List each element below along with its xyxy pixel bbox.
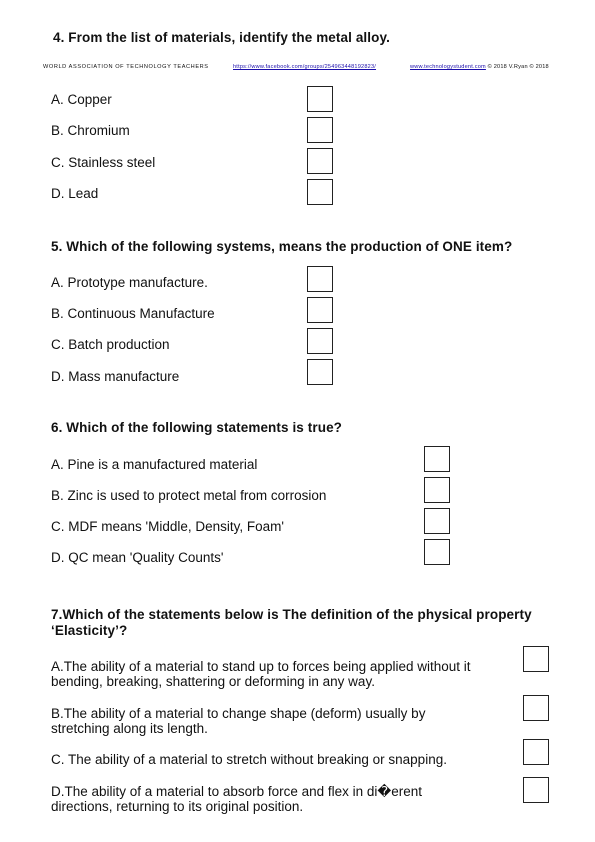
question-5-title: 5. Which of the following systems, means the production of ONE item? [51,239,513,254]
q6-option-c: C. MDF means 'Middle, Density, Foam' [51,519,284,534]
q6-checkbox-d[interactable] [424,539,450,565]
q4-option-c: C. Stainless steel [51,155,156,170]
q7-option-b-line2: stretching along its length. [51,721,208,736]
q7-checkbox-d[interactable] [523,777,549,803]
q7-option-b [51,706,425,736]
copyright-text: © 2018 V.Ryan © 2018 [487,64,549,70]
question-7-title-line2: ‘Elasticity’? [51,623,128,638]
q4-option-b: B. Chromium [51,123,130,138]
q7-option-d-line1: D.The ability of a material to absorb force and flex in di�erent [51,784,423,799]
question-7-title [51,607,532,639]
q6-checkbox-c[interactable] [424,508,450,534]
q5-checkbox-b[interactable] [307,297,333,323]
q7-checkbox-a[interactable] [523,646,549,672]
q4-option-a: A. Copper [51,92,112,107]
q7-option-b-line1: B.The ability of a material to change shape (deform) usually by [51,706,426,721]
q4-checkbox-a[interactable] [307,86,333,112]
question-6-title: 6. Which of the following statements is true? [51,420,343,435]
question-7-title-line1: 7.Which of the statements below is The definition of the physical property [51,607,532,622]
q4-checkbox-d[interactable] [307,179,333,205]
q7-checkbox-b[interactable] [523,695,549,721]
q6-option-d: D. QC mean 'Quality Counts' [51,550,224,565]
org-name: WORLD ASSOCIATION OF TECHNOLOGY TEACHERS [43,64,209,70]
q4-checkbox-c[interactable] [307,148,333,174]
q5-checkbox-c[interactable] [307,328,333,354]
q5-option-b: B. Continuous Manufacture [51,306,215,321]
q6-option-a: A. Pine is a manufactured material [51,457,258,472]
q6-checkbox-b[interactable] [424,477,450,503]
q5-option-c: C. Batch production [51,337,170,352]
q7-option-d-line2: directions, returning to its original position. [51,799,304,814]
q7-option-a [51,659,471,689]
q5-option-a: A. Prototype manufacture. [51,275,208,290]
site-and-copyright [410,64,549,70]
q7-option-c-line1: C. The ability of a material to stretch without breaking or snapping. [51,752,447,767]
q7-checkbox-c[interactable] [523,739,549,765]
q7-option-d [51,784,422,814]
q7-option-a-line1: A.The ability of a material to stand up to forces being applied without it [51,659,471,674]
question-4-title: 4. From the list of materials, identify the metal alloy. [53,30,390,45]
q7-option-c [51,752,447,767]
q6-option-b: B. Zinc is used to protect metal from corrosion [51,488,327,503]
q5-option-d: D. Mass manufacture [51,369,180,384]
q6-checkbox-a[interactable] [424,446,450,472]
q4-checkbox-b[interactable] [307,117,333,143]
site-link[interactable]: www.technologystudent.com [410,64,486,70]
q7-option-a-line2: bending, breaking, shattering or deforming in any way. [51,674,375,689]
q5-checkbox-a[interactable] [307,266,333,292]
q5-checkbox-d[interactable] [307,359,333,385]
q4-option-d: D. Lead [51,186,99,201]
facebook-link[interactable]: https://www.facebook.com/groups/254963448192823/ [233,64,377,70]
